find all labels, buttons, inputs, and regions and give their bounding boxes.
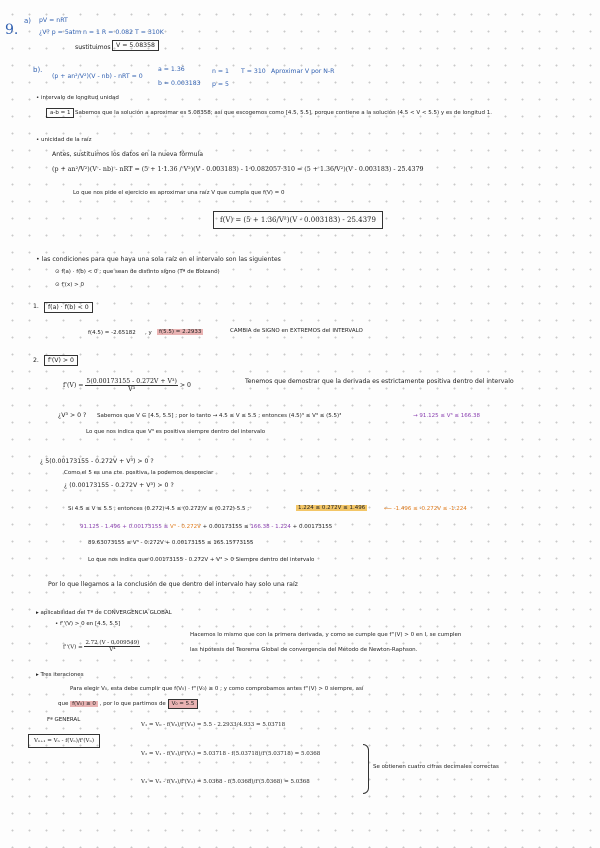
general-formula-label: Fª GENERAL: [47, 717, 81, 723]
second-derivative-label: f''(V) =: [63, 644, 83, 651]
uniqueness-conclusion: Por lo que llegamos a la conclusión de que dentro del intervalo hay solo una raíz: [48, 581, 298, 588]
interval-length-box: a-b = 1: [46, 108, 74, 118]
part-a-result: V = 5.08358: [112, 40, 159, 51]
condition-1: ⊙ f(a) · f(b) < 0 ; que sean de distinto signo (Tª de Bolzano): [55, 269, 220, 275]
inequality-negated-text: -1.496 ≤ -0.272V ≤ -1.224: [393, 506, 467, 512]
uniqueness-intro: Antes, sustituimos los datos en la nueva fórmula: [52, 151, 204, 158]
section-uniqueness-title: • unicidad de la raíz: [36, 137, 92, 143]
section-convergence-title: ▸ aplicabilidad del Tª de CONVERGENCIA GLOBAL: [36, 610, 172, 616]
substitute-label: sustituimos: [75, 44, 111, 51]
derivative-denominator: V³: [128, 386, 136, 394]
derivative-label: f'(V) =: [63, 382, 84, 390]
section-convergence-title-text: aplicabilidad del Tª de CONVERGENCIA GLOBAL: [40, 610, 172, 616]
initial-value-box: V₀ = 5.5: [168, 699, 199, 709]
interval-explanation: Sabemos que la solución a aproximar es 5.08358; así que escogemos como [4.5, 5.5], porque contiene a la solución (4.5 < V < 5.5) y es de longitud 1.: [75, 110, 493, 116]
section-interval-title-text: intervalo de longitud unidad: [41, 95, 119, 101]
chain2-right-const: + 0.00173155: [292, 524, 333, 530]
derivative-goal: Tenemos que demostrar que la derivada es estrictamente positiva dentro del intervalo: [245, 378, 514, 385]
chain2-middle: V³ - 0.272V: [169, 524, 201, 530]
second-derivative-condition: • f''(V) > 0 en [4.5, 5.5]: [55, 621, 121, 627]
iteration-3: V₃ = V₂ - f(V₂)/f'(V₂) = 5.0368 - f(5.0368)/f'(5.0368) = 5.0368: [141, 779, 310, 785]
condition-2-number: 2.: [33, 357, 39, 364]
second-derivative-numerator: 2.72 (V - 0.009549): [85, 640, 140, 646]
v3-question: ¿V³ > 0 ?: [58, 412, 87, 419]
param-a: a = 1.36: [158, 66, 185, 73]
part-a-data: ¿V? p = 5atm n = 1 R = 0.082 T = 310K: [39, 29, 164, 36]
param-b: b = 0.003183: [158, 80, 201, 87]
condition-1-text: f(a) · f(b) < 0 ; que sean de distinto signo (Tª de Bolzano): [61, 269, 220, 275]
task-statement: Lo que nos pide el ejercicio es aproximar una raíz V que cumpla que f(V) = 0: [73, 190, 285, 196]
param-p: p = 5: [212, 81, 229, 88]
chain2-left: 91.125 - 1.496 + 0.00173155 ≤: [80, 524, 169, 530]
chain2-right: 166.38 - 1.224: [250, 524, 291, 530]
v3-range-text: 91.125 ≤ V³ ≤ 166.38: [419, 413, 481, 419]
derivative-numerator: 5(0.00173155 - 0.272V + V³): [86, 378, 177, 385]
param-T: T = 310: [241, 68, 266, 75]
conditions-intro-text: las condiciones para que haya una sola raíz en el intervalo son las siguientes: [41, 256, 281, 263]
section-iterations-title: ▸ Tres iteraciones: [36, 672, 84, 678]
ideal-gas-law: pV = nRT: [39, 17, 68, 24]
constant-note: Como el 5 es una cte. positiva, la podemos despreciar: [64, 470, 214, 476]
convergence-text-2: las hipótesis del Teorema Global de convergencia del Método de Newton-Raphson.: [190, 647, 418, 653]
inequality-chain-2: [80, 524, 332, 530]
initial-value-text-1: Para elegir V₀, esta debe cumplir que f(V₀) · f''(V₀) ≥ 0 ; y como comprobamos antes f''(V) > 0 siempre, así: [70, 686, 364, 692]
section-interval-title: • intervalo de longitud unidad: [36, 95, 119, 101]
f-at-a: f(4.5) = -2.65182: [88, 330, 136, 336]
derivative-gt-zero: > 0: [179, 382, 191, 390]
iterations-conclusion: Se obtienen cuatro cifras decimales correctas: [373, 764, 499, 770]
part-a-label: a): [24, 17, 32, 25]
v3-reasoning: Sabemos que V ∈ [4.5, 5.5] ; por lo tanto → 4.5 ≤ V ≤ 5.5 ; entonces (4.5)³ ≤ V³ ≤ (5.5)³: [97, 413, 342, 419]
condition-2: ⊙ f'(x) > 0: [55, 282, 84, 288]
condition-2-text: f'(x) > 0: [61, 282, 84, 288]
and-symbol: , y: [145, 330, 152, 336]
condition-1-number: 1.: [33, 303, 39, 310]
iteration-2: V₂ = V₁ - f(V₁)/f'(V₁) = 5.03718 - f(5.03718)/f'(5.03718) = 5.0368: [141, 751, 321, 757]
numerator-question: ¿ 5(0.00173155 - 0.272V + V³) > 0 ?: [40, 458, 154, 465]
inequality-highlight: 1.224 ≤ 0.272V ≤ 1.496: [298, 505, 366, 511]
conditions-intro: • las condiciones para que haya una sola raíz en el intervalo son las siguientes: [36, 256, 281, 263]
question-number: 9.: [5, 22, 19, 38]
iteration-1: V₁ = V₀ - f(V₀)/f'(V₀) = 5.5 - 2.2933/4.933 = 5.03718: [141, 722, 286, 728]
substituted-equation: (p + an²/V²)(V - nb) - nRT = (5 + 1·1.36 / V²)(V - 0.003183) - 1·0.082057·310 = (5 + 1.36/V²)(V - 0.003183) - 25.4379: [52, 166, 424, 173]
function-box: f(V) = (5 + 1.36/V²)(V - 0.003183) - 25.4379: [213, 211, 383, 229]
param-n: n = 1: [212, 68, 229, 75]
inequality-chain-1: Si 4.5 ≤ V ≤ 5.5 , entonces (0.272)·4.5 ≤ (0.272)V ≤ (0.272)·5.5 ;: [68, 506, 250, 512]
inequality-chain-3: 89.63073155 ≤ V³ - 0.272V + 0.00173155 ≤ 165.15773155: [88, 540, 254, 546]
convergence-text-1: Hacemos lo mismo que con la primera derivada, y como se cumple que f''(V) > 0 en I, se cumplen: [190, 632, 462, 638]
task-note: Aproximar V por N-R: [271, 68, 335, 75]
initial-value-que: que: [58, 701, 69, 707]
section-uniqueness-title-text: unicidad de la raíz: [41, 137, 92, 143]
part-b-label: b).: [33, 66, 43, 74]
van-der-waals-equation: (p + an²/V²)(V - nb) - nRT = 0: [52, 73, 143, 80]
condition-1-box: f(a) · f(b) < 0: [44, 302, 93, 313]
v3-range: → 91.125 ≤ V³ ≤ 166.38: [413, 413, 481, 419]
condition-2-box: f'(V) > 0: [44, 355, 78, 366]
general-formula: Vₙ₊₁ = Vₙ - f(Vₙ)/f'(Vₙ): [28, 734, 100, 748]
initial-value-condition: f(V₀) ≥ 0: [72, 701, 96, 707]
initial-value-partimos: , por lo que partimos de: [99, 701, 166, 707]
section-iterations-title-text: Tres iteraciones: [40, 672, 84, 678]
f-at-b: f(5.5) = 2.2933: [159, 329, 202, 335]
second-derivative-condition-text: f''(V) > 0 en [4.5, 5.5]: [60, 621, 121, 627]
numerator-conclusion: Lo que nos indica que 0.00173155 - 0.272V + V³ > 0 Siempre dentro del intervalo: [88, 557, 315, 563]
v3-conclusion: Lo que nos indica que V³ es positiva siempre dentro del intervalo: [86, 429, 266, 435]
initial-value-text-2: [58, 701, 198, 707]
numerator-question-2: ¿ (0.00173155 - 0.272V + V³) > 0 ?: [64, 482, 174, 489]
derivative-expression: [63, 378, 191, 393]
sign-change-note: CAMBIA de SIGNO en EXTREMOS del INTERVALO: [230, 328, 363, 334]
results-bracket: [363, 744, 369, 794]
second-derivative-expression: [63, 640, 140, 654]
second-derivative-denominator: V⁴: [109, 647, 116, 654]
chain2-const: + 0.00173155 ≤: [202, 524, 249, 530]
inequality-negated: ⟵ -1.496 ≤ -0.272V ≤ -1.224: [384, 506, 467, 512]
